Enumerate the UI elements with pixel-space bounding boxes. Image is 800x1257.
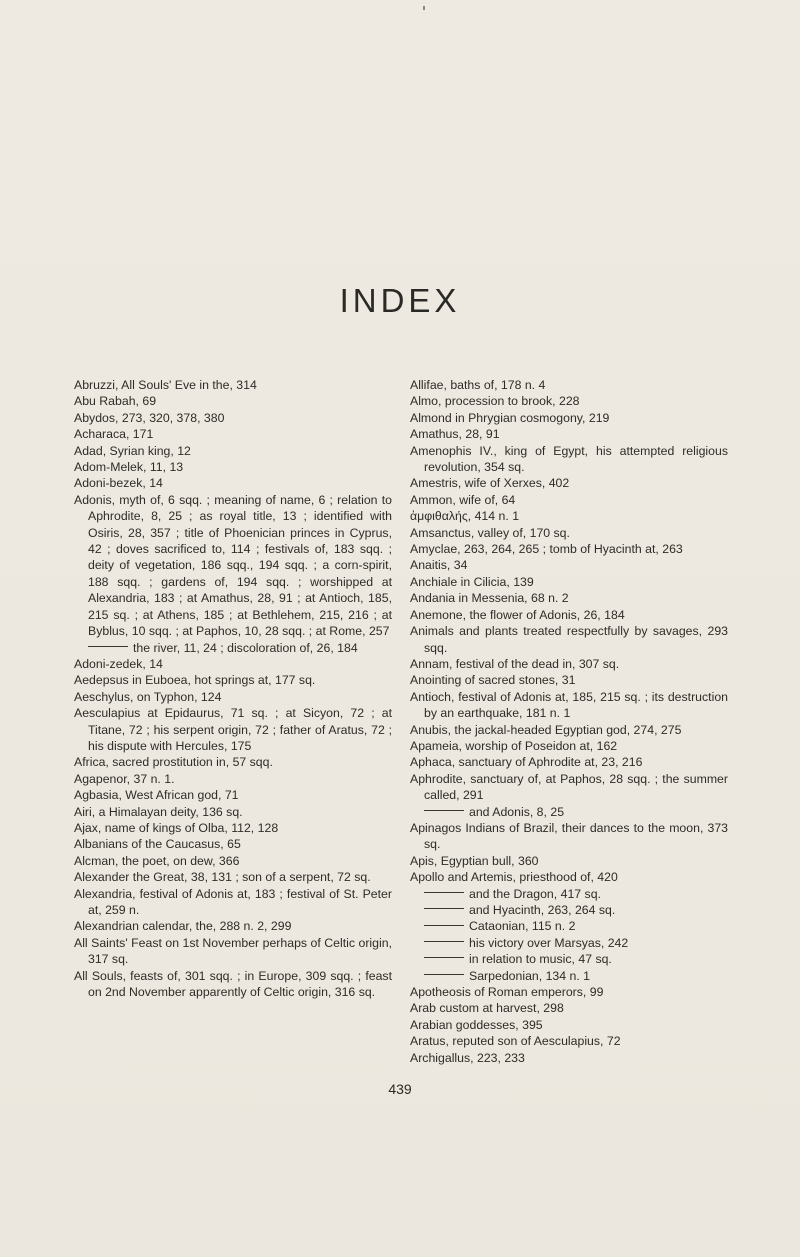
index-entry-text: Andania in Messenia, 68 n. 2 xyxy=(410,591,569,606)
index-entry-text: All Saints' Feast on 1st November perhaps of Celtic origin, 317 sq. xyxy=(74,935,392,967)
index-entry xyxy=(410,443,728,476)
index-entry-text: Agbasia, West African god, 71 xyxy=(74,788,239,803)
repeat-dash xyxy=(424,810,464,811)
index-entry-text: Agapenor, 37 n. 1. xyxy=(74,771,175,786)
index-entry-text: Aratus, reputed son of Aesculapius, 72 xyxy=(410,1034,621,1049)
index-entry xyxy=(74,705,392,754)
index-entry xyxy=(410,722,728,738)
index-entry xyxy=(74,426,392,442)
index-entry-text: Airi, a Himalayan deity, 136 sq. xyxy=(74,804,243,819)
repeat-dash xyxy=(424,925,464,926)
index-entry-text: All Souls, feasts of, 301 sqq. ; in Europe, 309 sqq. ; feast on 2nd November apparently of Celtic origin, 316 sq. xyxy=(74,968,392,1000)
index-entry xyxy=(74,475,392,491)
index-entry-text: Adonis, myth of, 6 sqq. ; meaning of name, 6 ; relation to Aphrodite, 8, 25 ; as royal title, 13 ; identified with Osiris, 28, 357 ; title of Phoenician princes in Cyprus, 42 ; doves sacrificed to, 114 ; festivals of, 183 sqq. ; deity of vegetation, 186 sqq., 194 sqq. ; a corn-spirit, 188 sqq. ; gardens of, 194 sqq. ; worshipped at Alexandria, 183 ; at Amathus, 28, 91 ; at Antioch, 185, 215 sq. ; at Athens, 185 ; at Bethlehem, 215, 216 ; at Byblus, 10 sqq. ; at Paphos, 10, 28 sqq. ; at Rome, 257 xyxy=(74,492,392,639)
index-entry xyxy=(410,754,728,770)
index-entry-text: and Adonis, 8, 25 xyxy=(469,804,565,819)
index-entry-text: Adoni-bezek, 14 xyxy=(74,476,163,491)
index-entry xyxy=(410,426,728,442)
index-entry xyxy=(74,853,392,869)
index-entry-text: Apameia, worship of Poseidon at, 162 xyxy=(410,738,618,753)
index-entry-text: and the Dragon, 417 sq. xyxy=(469,886,601,901)
index-entry xyxy=(410,689,728,722)
index-entry xyxy=(74,443,392,459)
index-entry xyxy=(74,804,392,820)
index-entry-text: Abruzzi, All Souls' Eve in the, 314 xyxy=(74,378,257,392)
repeat-dash xyxy=(88,646,128,647)
index-entry xyxy=(74,689,392,705)
index-entry-text: Amestris, wife of Xerxes, 402 xyxy=(410,476,570,491)
index-entry xyxy=(410,869,728,885)
index-entry-text: the river, 11, 24 ; discoloration of, 26, 184 xyxy=(133,640,358,655)
index-entry xyxy=(410,525,728,541)
index-entry-text: Apis, Egyptian bull, 360 xyxy=(410,853,539,868)
index-entry xyxy=(410,623,728,656)
index-entry-text: Anemone, the flower of Adonis, 26, 184 xyxy=(410,607,625,622)
index-entry xyxy=(74,918,392,934)
index-subentry xyxy=(410,902,728,918)
index-entry xyxy=(410,738,728,754)
index-entry-text: Arab custom at harvest, 298 xyxy=(410,1001,564,1016)
index-entry-text: Anaitis, 34 xyxy=(410,558,468,573)
index-entry xyxy=(74,836,392,852)
index-subentry xyxy=(410,951,728,967)
index-entry-text: Alexander the Great, 38, 131 ; son of a serpent, 72 sq. xyxy=(74,870,371,885)
index-entry xyxy=(410,1033,728,1049)
index-entry-text: Alcman, the poet, on dew, 366 xyxy=(74,853,240,868)
index-entry-text: his victory over Marsyas, 242 xyxy=(469,935,629,950)
index-entry-text: Ammon, wife of, 64 xyxy=(410,492,516,507)
index-entry xyxy=(410,590,728,606)
index-entry-text: Cataonian, 115 n. 2 xyxy=(469,919,576,934)
index-entry xyxy=(74,492,392,640)
index-subentry xyxy=(410,968,728,984)
page-title: INDEX xyxy=(339,282,461,319)
index-entry xyxy=(410,377,728,393)
index-entry-text: Animals and plants treated respectfully by savages, 293 sqq. xyxy=(410,624,728,655)
index-entry-text: Alexandrian calendar, the, 288 n. 2, 299 xyxy=(74,919,292,934)
index-entry xyxy=(74,672,392,688)
index-entry-text: Adom-Melek, 11, 13 xyxy=(74,460,184,475)
index-entry xyxy=(74,410,392,426)
index-entry xyxy=(74,754,392,770)
index-entry-text: Almond in Phrygian cosmogony, 219 xyxy=(410,410,610,425)
index-entry-text: Apotheosis of Roman emperors, 99 xyxy=(410,985,604,1000)
index-entry xyxy=(410,393,728,409)
index-entry-text: Adoni-zedek, 14 xyxy=(74,656,163,671)
index-entry xyxy=(74,787,392,803)
index-column-right xyxy=(410,377,728,1066)
index-subentry xyxy=(74,640,392,656)
index-entry xyxy=(410,656,728,672)
index-entry-text: Albanians of the Caucasus, 65 xyxy=(74,837,241,852)
index-entry-text: Almo, procession to brook, 228 xyxy=(410,394,580,409)
index-entry xyxy=(410,820,728,853)
index-entry-text: Aesculapius at Epidaurus, 71 sq. ; at Sicyon, 72 ; at Titane, 72 ; his serpent origin, 72 ; father of Aratus, 72 ; his dispute with Hercules, 175 xyxy=(74,706,392,753)
index-entry-text: Amsanctus, valley of, 170 sq. xyxy=(410,525,570,540)
repeat-dash xyxy=(424,974,464,975)
repeat-dash xyxy=(424,892,464,893)
index-entry xyxy=(410,475,728,491)
index-entry-text: Anubis, the jackal-headed Egyptian god, 274, 275 xyxy=(410,722,682,737)
index-entry-text: Sarpedonian, 134 n. 1 xyxy=(469,968,591,983)
index-entry-text: Amenophis IV., king of Egypt, his attempted religious revolution, 354 sq. xyxy=(410,443,728,475)
index-entry xyxy=(74,968,392,1001)
index-subentry xyxy=(410,886,728,902)
index-entry xyxy=(74,935,392,968)
index-entry xyxy=(74,459,392,475)
index-entry xyxy=(410,557,728,573)
index-entry xyxy=(410,1050,728,1066)
index-entry-text: Adad, Syrian king, 12 xyxy=(74,443,191,458)
index-entry-text: Arabian goddesses, 395 xyxy=(410,1017,543,1032)
index-entry-text: Alexandria, festival of Adonis at, 183 ; festival of St. Peter at, 259 n. xyxy=(74,886,392,917)
index-entry xyxy=(410,492,728,508)
repeat-dash xyxy=(424,941,464,942)
index-entry-text: Apollo and Artemis, priesthood of, 420 xyxy=(410,870,618,885)
index-entry xyxy=(410,541,728,557)
index-entry xyxy=(74,820,392,836)
index-entry-text: Aphaca, sanctuary of Aphrodite at, 23, 216 xyxy=(410,755,643,770)
index-entry xyxy=(410,508,728,524)
index-entry-text: Ajax, name of kings of Olba, 112, 128 xyxy=(74,820,279,835)
index-entry-text: Aeschylus, on Typhon, 124 xyxy=(74,689,222,704)
index-entry xyxy=(74,771,392,787)
index-entry xyxy=(74,377,392,393)
index-subentry xyxy=(410,935,728,951)
index-entry-text: Aedepsus in Euboea, hot springs at, 177 sq. xyxy=(74,673,316,688)
index-entry xyxy=(74,393,392,409)
index-subentry xyxy=(410,918,728,934)
index-entry-text: Amathus, 28, 91 xyxy=(410,427,500,442)
index-entry xyxy=(410,771,728,804)
page-number: 439 xyxy=(388,1081,412,1097)
index-entry-text: Apinagos Indians of Brazil, their dances to the moon, 373 sq. xyxy=(410,820,728,852)
index-entry xyxy=(410,984,728,1000)
index-entry-text: and Hyacinth, 263, 264 sq. xyxy=(469,903,616,917)
index-entry-text: ἀμφιθαλής, 414 n. 1 xyxy=(410,509,520,524)
index-entry-text: Abu Rabah, 69 xyxy=(74,394,157,409)
index-entry-text: Acharaca, 171 xyxy=(74,427,154,442)
index-entry-text: Amyclae, 263, 264, 265 ; tomb of Hyacinth at, 263 xyxy=(410,542,683,557)
repeat-dash xyxy=(424,957,464,958)
repeat-dash xyxy=(424,908,464,909)
index-entry-text: Africa, sacred prostitution in, 57 sqq. xyxy=(74,755,273,770)
index-entry-text: Archigallus, 223, 233 xyxy=(410,1050,525,1065)
index-entry xyxy=(410,1017,728,1033)
paper-speck xyxy=(423,6,425,10)
index-entry xyxy=(74,869,392,885)
index-entry xyxy=(410,672,728,688)
index-entry-text: Allifae, baths of, 178 n. 4 xyxy=(410,378,546,392)
index-entry xyxy=(410,1000,728,1016)
index-entry xyxy=(74,656,392,672)
index-entry-text: in relation to music, 47 sq. xyxy=(469,952,612,967)
index-subentry xyxy=(410,804,728,820)
index-entry-text: Annam, festival of the dead in, 307 sq. xyxy=(410,656,620,671)
index-column-left xyxy=(74,377,392,1000)
index-entry-text: Abydos, 273, 320, 378, 380 xyxy=(74,410,225,425)
index-entry-text: Antioch, festival of Adonis at, 185, 215 sq. ; its destruction by an earthquake, 181 n. 1 xyxy=(410,689,728,721)
index-entry-text: Anointing of sacred stones, 31 xyxy=(410,673,576,688)
index-entry xyxy=(410,574,728,590)
index-entry-text: Anchiale in Cilicia, 139 xyxy=(410,574,534,589)
index-entry xyxy=(410,607,728,623)
index-entry xyxy=(410,410,728,426)
index-entry xyxy=(74,886,392,919)
index-entry xyxy=(410,853,728,869)
index-entry-text: Aphrodite, sanctuary of, at Paphos, 28 sqq. ; the summer called, 291 xyxy=(410,771,728,803)
